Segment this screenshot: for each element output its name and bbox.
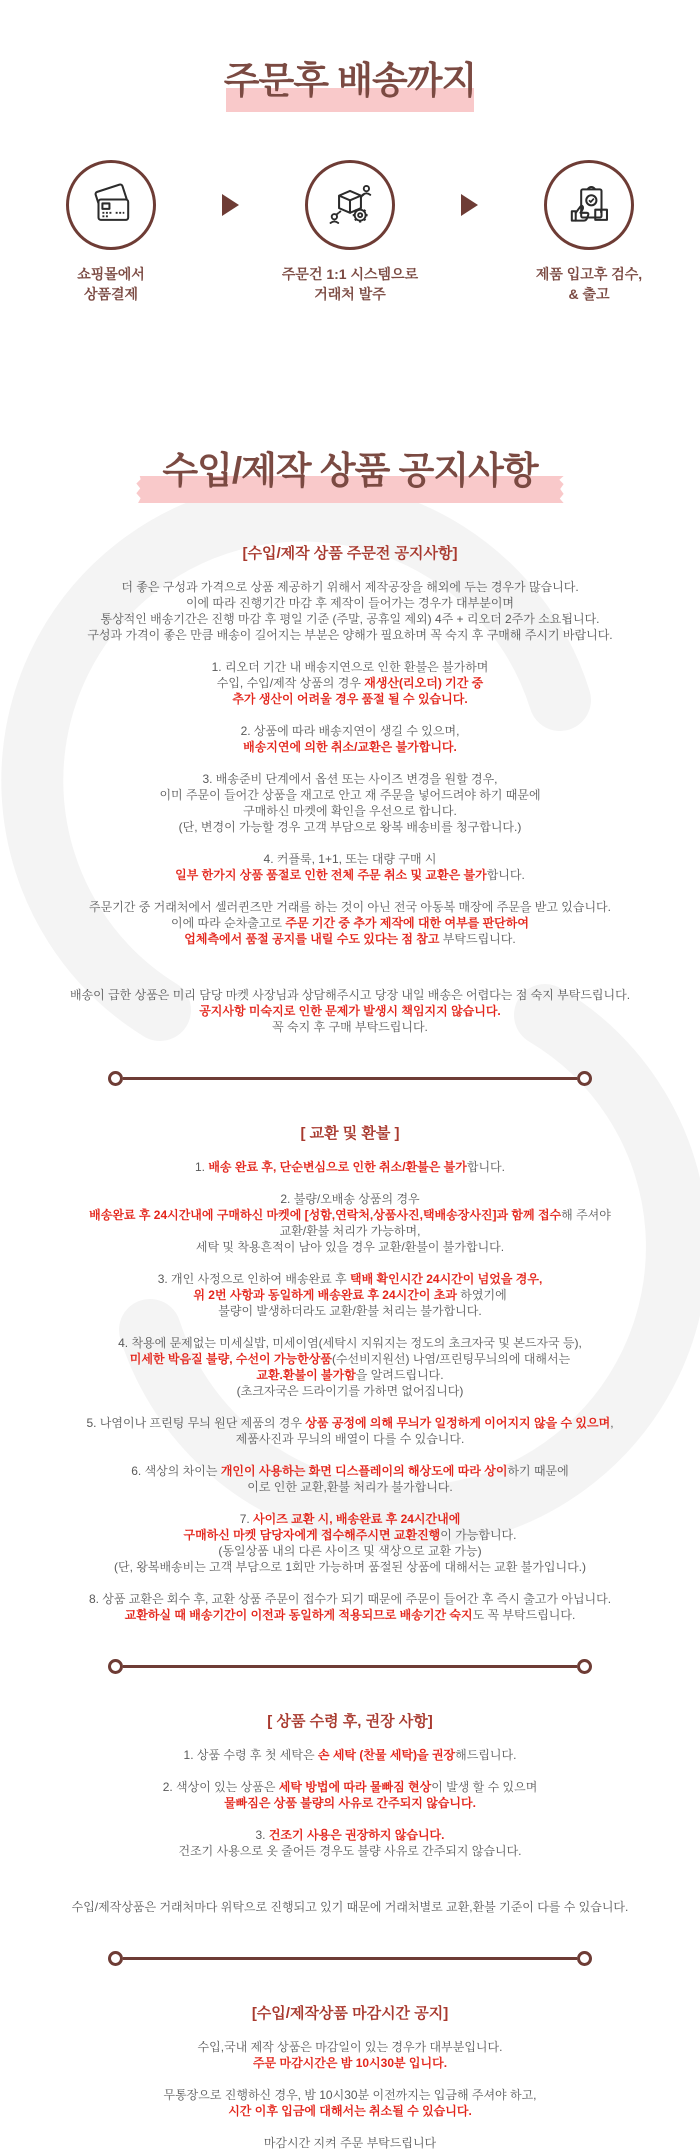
section-divider [108, 1071, 592, 1086]
emphasis-text: 주문 기간 중 추가 제작에 대한 여부를 판단하여 [285, 916, 529, 930]
body-text: 부탁드립니다. [439, 932, 516, 946]
body-text: 2. 상품에 따라 배송지연이 생길 수 있으며, [240, 724, 460, 738]
emphasis-text: 손 세탁 (찬물 세탁)을 권장 [317, 1748, 456, 1762]
body-text: 1. [195, 1160, 209, 1174]
emphasis-text: 시간 이후 입금에 대해서는 취소될 수 있습니다. [228, 2104, 472, 2118]
body-text: 이에 따라 진행기간 마감 후 제작이 들어가는 경우가 대부분이며 [185, 596, 515, 610]
paragraph [20, 1463, 680, 1495]
emphasis-text: 일부 한가지 상품 품절로 인한 전체 주문 취소 및 교환은 불가 [175, 868, 487, 882]
paragraph [20, 987, 680, 1035]
section-divider [108, 1659, 592, 1674]
notice-header [0, 390, 700, 494]
section-divider [108, 1951, 592, 1966]
notice-title-text: 수입/제작 상품 공지사항 [162, 450, 538, 491]
step-payment [26, 160, 196, 304]
divider-line [123, 1957, 577, 1960]
section-body [0, 2039, 700, 2151]
divider-ring-right [577, 1659, 592, 1674]
emphasis-text: 배송 완료 후, 단순변심으로 인한 취소/환불은 불가 [208, 1160, 467, 1174]
paragraph [20, 1415, 680, 1447]
paragraph [20, 1591, 680, 1623]
body-text: 이 가능합니다. [440, 1528, 517, 1542]
divider-ring-left [108, 1071, 123, 1086]
emphasis-text: 재생산(리오더) 기간 중 [364, 676, 484, 690]
section-pre-order-notice [0, 542, 700, 1035]
emphasis-text: 세탁 방법에 따라 물빠짐 현상 [278, 1780, 432, 1794]
body-text: (수선비지원선) 나염/프린팅무늬의에 대해서는 [331, 1352, 571, 1366]
step-circle [66, 160, 156, 250]
divider-ring-right [577, 1071, 592, 1086]
body-text: 무통장으로 진행하신 경우, 밤 10시30분 이전까지는 입금해 주셔야 하고, [163, 2088, 537, 2102]
paragraph [20, 1159, 680, 1175]
caption-line: 거래처 발주 [314, 286, 386, 302]
paragraph [20, 1335, 680, 1399]
body-text: 주문기간 중 거래처에서 셀러퀸즈만 거래를 하는 것이 아닌 전국 아동복 매장에 주문을 받고 있습니다. [89, 900, 611, 914]
emphasis-text: 구매하신 마켓 담당자에게 접수해주시면 교환진행 [183, 1528, 441, 1542]
body-text: 수입/제작상품은 거래처마다 위탁으로 진행되고 있기 때문에 거래처별로 교환,환불 기준이 다를 수 있습니다. [71, 1900, 629, 1914]
body-text: (단, 변경이 가능할 경우 고객 부담으로 왕복 배송비를 청구합니다.) [178, 820, 522, 834]
body-text: 이로 인한 교환,환불 처리가 불가합니다. [247, 1480, 453, 1494]
body-text: 건조기 사용으로 옷 줄어든 경우도 불량 사유로 간주되지 않습니다. [178, 1844, 522, 1858]
body-text: 꼭 숙지 후 구매 부탁드립니다. [272, 1020, 428, 1034]
paragraph [20, 1271, 680, 1319]
body-text: 합니다. [486, 868, 525, 882]
emphasis-text: 추가 생산이 어려울 경우 품절 될 수 있습니다. [232, 692, 468, 706]
body-text: 도 꼭 부탁드립니다. [472, 1608, 576, 1622]
paragraph [20, 1827, 680, 1859]
paragraph [20, 659, 680, 707]
body-text: 교환/환불 처리가 가능하며, [279, 1224, 421, 1238]
order-to-delivery-header [0, 0, 700, 104]
paragraph [20, 899, 680, 947]
emphasis-text: 교환하실 때 배송기간이 이전과 동일하게 적용되므로 배송기간 숙지 [124, 1608, 473, 1622]
body-text: 구매하신 마켓에 확인을 우선으로 합니다. [243, 804, 457, 818]
emphasis-text: 위 2번 사항과 동일하게 배송완료 후 24시간이 초과 [193, 1288, 457, 1302]
body-text: 을 알려드립니다. [355, 1368, 444, 1382]
body-text: 2. 불량/오배송 상품의 경우 [280, 1192, 420, 1206]
divider-ring-left [108, 1951, 123, 1966]
emphasis-text: 업체측에서 품절 공지를 내릴 수도 있다는 점 참고 [184, 932, 440, 946]
paragraph [20, 1191, 680, 1255]
order-system-icon [325, 180, 375, 230]
emphasis-text: 공지사항 미숙지로 인한 문제가 발생시 책임지지 않습니다. [199, 1004, 501, 1018]
body-text: 하였기에 [456, 1288, 507, 1302]
body-text: 5. 나염이나 프린팅 무늬 원단 제품의 경우 [86, 1416, 306, 1430]
paragraph [20, 771, 680, 835]
body-text: 7. [239, 1512, 254, 1526]
emphasis-text: 물빠짐은 상품 불량의 사유로 간주되지 않습니다. [224, 1796, 476, 1810]
step-order-system [265, 160, 435, 304]
section-exchange-refund [0, 1122, 700, 1623]
paragraph [20, 579, 680, 643]
step-circle [305, 160, 395, 250]
paragraph [20, 1511, 680, 1575]
step-inspection [504, 160, 674, 304]
body-text: 배송이 급한 상품은 미리 담당 마켓 사장님과 상담해주시고 당장 내일 배송은 어렵다는 점 숙지 부탁드립니다. [69, 988, 631, 1002]
body-text: 4. 착용에 문제없는 미세실밥, 미세이염(세탁시 지워지는 정도의 초크자국 및 본드자국 등), [118, 1336, 582, 1350]
divider-line [123, 1077, 577, 1080]
step-caption [536, 264, 642, 304]
section-deadline-notice [0, 2002, 700, 2151]
emphasis-text: 주문 마감시간은 밤 10시30분 입니다. [252, 2056, 448, 2070]
page-title-text: 주문후 배송까지 [223, 60, 477, 101]
step-circle [544, 160, 634, 250]
paragraph [20, 851, 680, 883]
body-text: 해 주셔야 [561, 1208, 611, 1222]
body-text: (단, 왕복배송비는 고객 부담으로 1회만 가능하며 품절된 상품에 대해서는 교환 불가입니다.) [114, 1560, 586, 1574]
section-title: [ 교환 및 환불 ] [300, 1125, 400, 1142]
body-text: (초크자국은 드라이기를 가하면 없어집니다) [236, 1384, 464, 1398]
body-text: 3. [255, 1828, 269, 1842]
body-text: 수입, 수입/제작 상품의 경우 [216, 676, 365, 690]
body-text: 하기 때문에 [507, 1464, 569, 1478]
paragraph [20, 1899, 680, 1915]
body-text: 불량이 발생하더라도 교환/환불 처리는 불가합니다. [218, 1304, 482, 1318]
body-text: 세탁 및 착용흔적이 남아 있을 경우 교환/환불이 불가합니다. [195, 1240, 505, 1254]
inspection-icon [564, 180, 614, 230]
body-text: 더 좋은 구성과 가격으로 상품 제공하기 위해서 제작공장을 해외에 두는 경우가 많습니다. [121, 580, 579, 594]
section-body [0, 1159, 700, 1623]
body-text: 통상적인 배송기간은 진행 마감 후 평일 기준 (주말, 공휴일 제외) 4주 + 리오더 2주가 소요됩니다. [100, 612, 600, 626]
section-body [0, 1747, 700, 1915]
body-text: 1. 상품 수령 후 첫 세탁은 [183, 1748, 318, 1762]
paragraph [20, 1779, 680, 1811]
emphasis-text: 개인이 사용하는 화면 디스플레이의 해상도에 따라 상이 [220, 1464, 508, 1478]
body-text: 이 발생 할 수 있으며 [431, 1780, 538, 1794]
caption-line: 쇼핑몰에서 [77, 266, 145, 282]
arrow-right-icon [222, 194, 239, 216]
caption-line: 주문건 1:1 시스템으로 [281, 266, 419, 282]
caption-line: 상품결제 [83, 286, 139, 302]
section-title: [ 상품 수령 후, 권장 사항] [267, 1713, 433, 1730]
divider-ring-left [108, 1659, 123, 1674]
divider-ring-right [577, 1951, 592, 1966]
caption-line: & 출고 [568, 286, 610, 302]
body-text: 1. 리오더 기간 내 배송지연으로 인한 환불은 불가하며 [211, 660, 489, 674]
body-text: 합니다. [466, 1160, 505, 1174]
paragraph [20, 2087, 680, 2119]
emphasis-text: 교환.환불이 불가함 [256, 1368, 356, 1382]
body-text: 2. 색상이 있는 상품은 [162, 1780, 279, 1794]
body-text: 수입,국내 제작 상품은 마감일이 있는 경우가 대부분입니다. [197, 2040, 503, 2054]
section-title: [수입/제작상품 마감시간 공지] [251, 2005, 449, 2022]
process-steps [0, 160, 700, 304]
section-title: [수입/제작 상품 주문전 공지사항] [242, 545, 458, 562]
body-text: 이미 주문이 들어간 상품을 재고로 안고 재 주문을 넣어드려야 하기 때문에 [159, 788, 541, 802]
body-text: (동일상품 내의 다른 사이즈 및 색상으로 교환 가능) [218, 1544, 482, 1558]
body-text: 제품사진과 무늬의 배열이 다를 수 있습니다. [235, 1432, 465, 1446]
divider-line [123, 1665, 577, 1668]
body-text: 6. 색상의 차이는 [131, 1464, 221, 1478]
step-caption [282, 264, 418, 304]
body-text: 3. 개인 사정으로 인하여 배송완료 후 [157, 1272, 350, 1286]
credit-card-icon [86, 180, 136, 230]
body-text: 마감시간 지켜 주문 부탁드립니다 [263, 2136, 437, 2150]
body-text: 3. 배송준비 단계에서 옵션 또는 사이즈 변경을 원할 경우, [202, 772, 498, 786]
paragraph [20, 1747, 680, 1763]
emphasis-text: 건조기 사용은 권장하지 않습니다. [268, 1828, 445, 1842]
body-text: 구성과 가격이 좋은 만큼 배송이 길어지는 부분은 양해가 필요하며 꼭 숙지 후 구매해 주시기 바랍니다. [87, 628, 613, 642]
body-text: 이에 따라 순차출고로 [171, 916, 286, 930]
emphasis-text: 상품 공정에 의해 무늬가 일정하게 이어지지 않을 수 있으며 [305, 1416, 611, 1430]
body-text: 4. 커플룩, 1+1, 또는 대량 구매 시 [263, 852, 437, 866]
paragraph [20, 2135, 680, 2151]
emphasis-text: 배송완료 후 24시간내에 구매하신 마켓에 [성함,연락처,상품사진,택배송장사진]과 함께 접수 [89, 1208, 562, 1222]
paragraph [20, 2039, 680, 2071]
caption-line: 제품 입고후 검수, [535, 266, 643, 282]
emphasis-text: 사이즈 교환 시, 배송완료 후 24시간내에 [253, 1512, 461, 1526]
notice-title [162, 440, 537, 494]
body-text: , [610, 1416, 614, 1430]
section-after-receipt [0, 1710, 700, 1915]
step-caption [77, 264, 145, 304]
emphasis-text: 미세한 박음질 불량, 수선이 가능한상품 [129, 1352, 332, 1366]
body-text: 8. 상품 교환은 회수 후, 교환 상품 주문이 접수가 되기 때문에 주문이 들어간 후 즉시 출고가 아닙니다. [88, 1592, 612, 1606]
arrow-right-icon [461, 194, 478, 216]
paragraph [20, 723, 680, 755]
page-title [224, 50, 476, 104]
body-text: 해드립니다. [455, 1748, 517, 1762]
emphasis-text: 배송지연에 의한 취소/교환은 불가합니다. [243, 740, 457, 754]
emphasis-text: 택배 확인시간 24시간이 넘었을 경우, [350, 1272, 543, 1286]
section-body [0, 579, 700, 1035]
